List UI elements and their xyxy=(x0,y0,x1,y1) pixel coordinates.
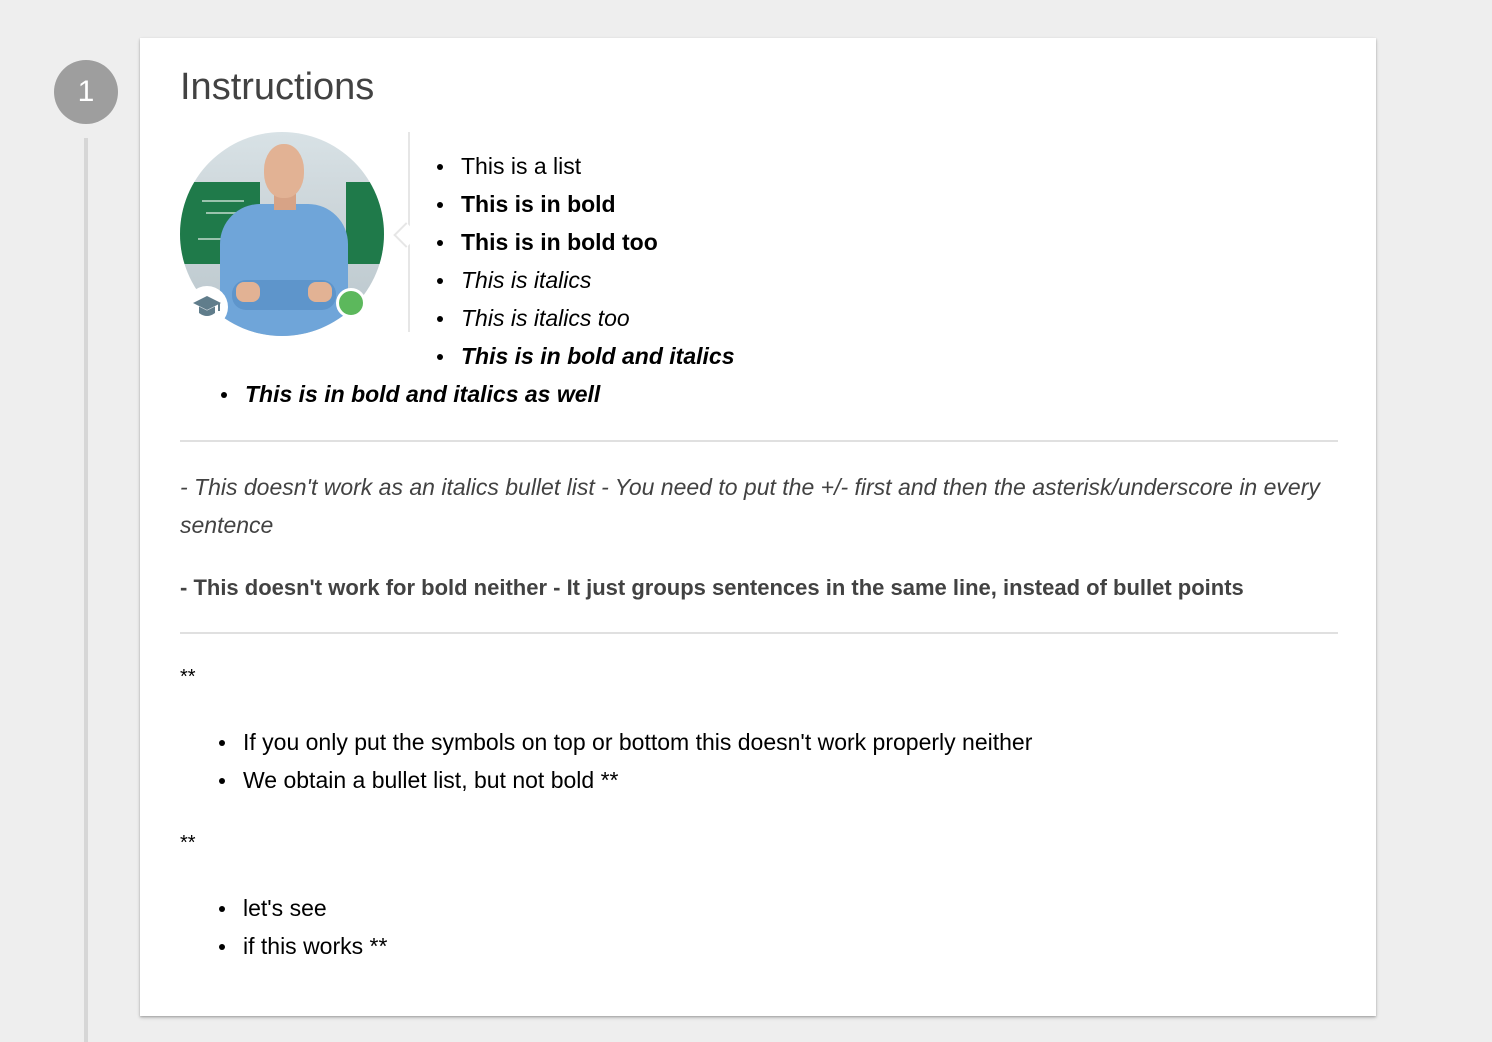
list-item: If you only put the symbols on top or bottom this doesn't work properly neither xyxy=(243,723,1032,761)
avatar-hand-left xyxy=(236,282,260,302)
list-item: This is in bold and italics as well xyxy=(245,375,600,413)
list-item: This is italics xyxy=(461,261,734,299)
avatar-shirt xyxy=(220,204,348,336)
list-item: This is in bold too xyxy=(461,223,734,261)
step-number-badge: 1 xyxy=(54,60,118,124)
instructions-card xyxy=(140,38,1376,1016)
online-status-dot xyxy=(336,288,366,318)
section-divider xyxy=(180,632,1338,634)
stars-marker: ** xyxy=(180,666,196,688)
avatar-head xyxy=(264,144,304,198)
graduation-cap-icon xyxy=(186,286,228,328)
list-item: This is in bold and italics xyxy=(461,337,734,375)
tertiary-bullet-list xyxy=(243,723,1032,799)
instructor-avatar-wrapper xyxy=(180,132,384,336)
avatar-hand-right xyxy=(308,282,332,302)
step-connector-line xyxy=(84,138,88,1042)
list-item: This is italics too xyxy=(461,299,734,337)
list-item: This is in bold xyxy=(461,185,734,223)
secondary-bullet-list xyxy=(245,375,600,413)
card-title: Instructions xyxy=(180,66,375,108)
list-item: We obtain a bullet list, but not bold ** xyxy=(243,761,1032,799)
chalkboard-right xyxy=(346,182,384,264)
list-item: if this works ** xyxy=(243,927,387,965)
primary-bullet-list xyxy=(461,147,734,375)
section-divider xyxy=(180,440,1338,442)
list-item: This is a list xyxy=(461,147,734,185)
stars-marker: ** xyxy=(180,832,196,854)
speech-divider-arrow xyxy=(393,222,418,247)
italic-note-paragraph: - This doesn't work as an italics bullet list - You need to put the +/- first and then the asterisk/underscore in every sentence xyxy=(180,474,1320,538)
list-item: let's see xyxy=(243,889,387,927)
quaternary-bullet-list xyxy=(243,889,387,965)
bold-note-paragraph: - This doesn't work for bold neither - It just groups sentences in the same line, instead of bullet points xyxy=(180,575,1244,600)
